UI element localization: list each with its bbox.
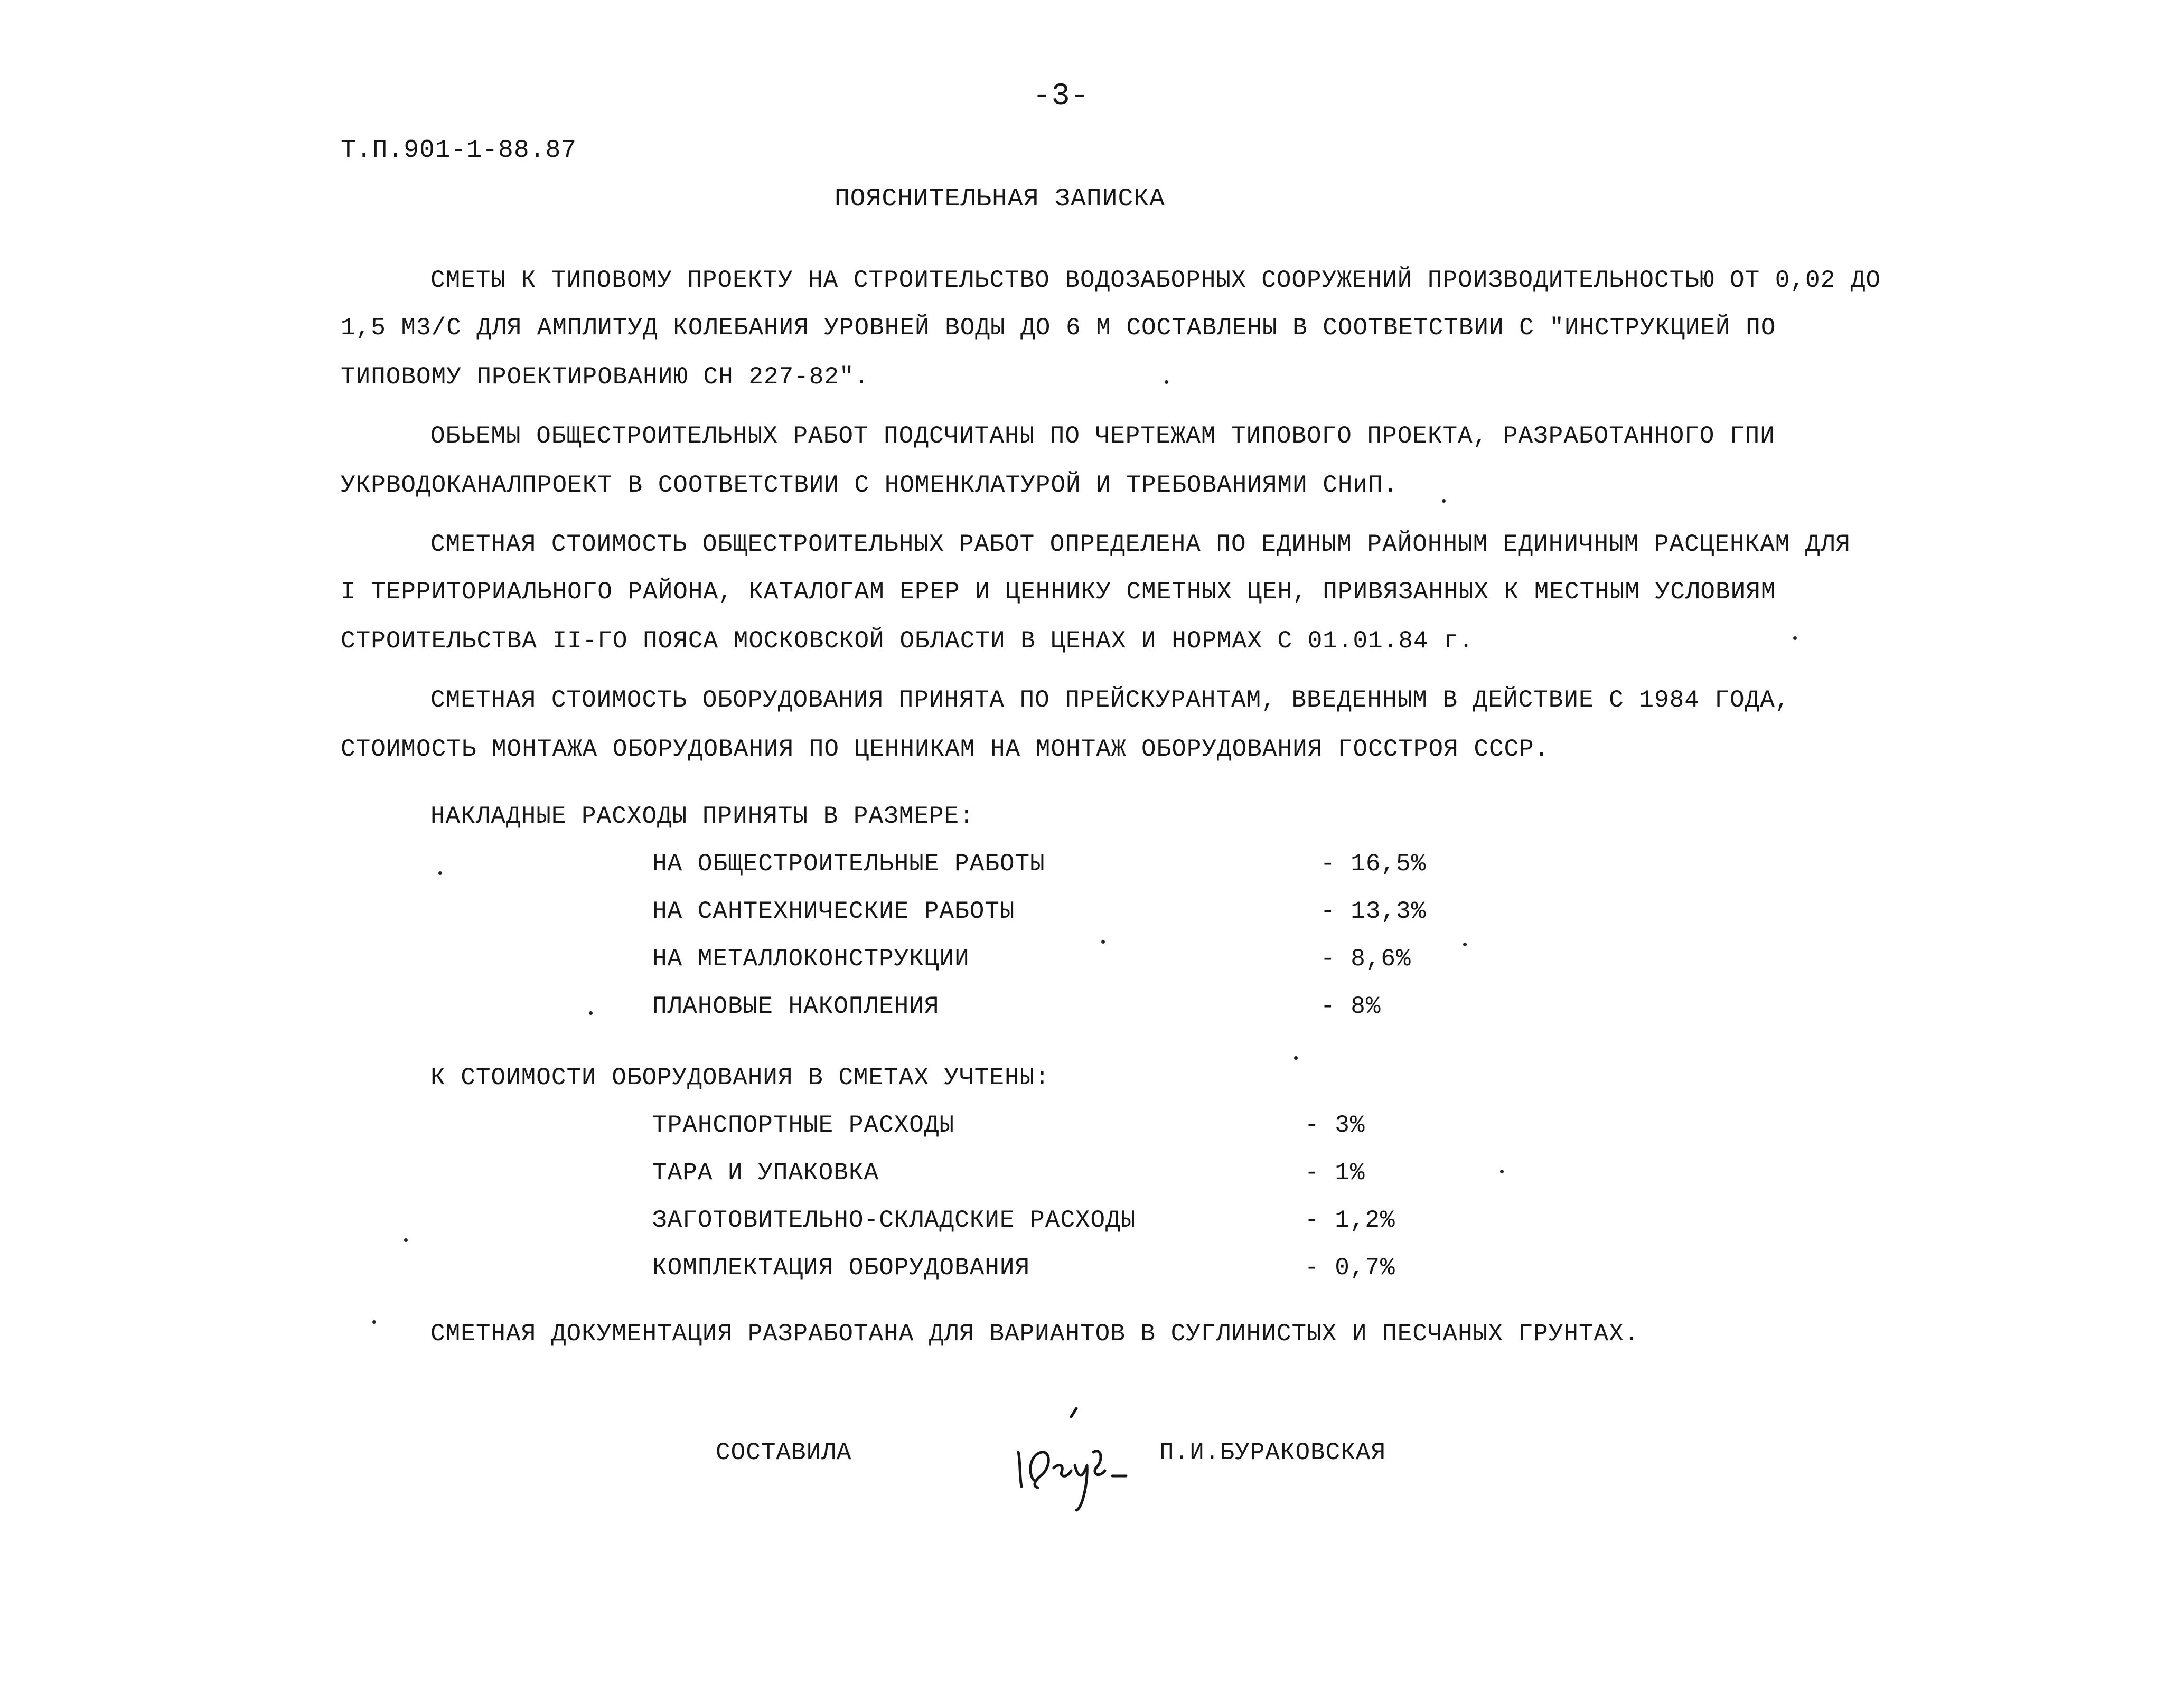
overhead-item-label: НА МЕТАЛЛОКОНСТРУКЦИИ xyxy=(652,945,970,973)
equipment-item-value: - 0,7% xyxy=(1305,1254,1395,1282)
overhead-item-value: - 8% xyxy=(1320,993,1381,1020)
scan-speck xyxy=(372,1320,376,1324)
overhead-item-value: - 8,6% xyxy=(1320,945,1411,973)
signature-icon xyxy=(1009,1402,1130,1513)
overhead-item-value: - 16,5% xyxy=(1320,850,1427,878)
overhead-item-label: НА САНТЕХНИЧЕСКИЕ РАБОТЫ xyxy=(652,898,1015,925)
scan-speck xyxy=(1463,943,1467,946)
signoff-label: СОСТАВИЛА xyxy=(716,1439,852,1466)
overhead-heading: НАКЛАДНЫЕ РАСХОДЫ ПРИНЯТЫ В РАЗМЕРЕ: xyxy=(430,803,974,830)
scan-speck xyxy=(589,1011,593,1015)
scan-speck xyxy=(1442,499,1446,503)
scan-speck xyxy=(1294,1056,1298,1060)
paragraph-2-line-2: УКРВОДОКАНАЛПРОЕКТ В СООТВЕТСТВИИ С НОМЕНКЛАТУРОЙ И ТРЕБОВАНИЯМИ СНиП. xyxy=(341,472,1399,499)
paragraph-1-line-2: 1,5 М3/С ДЛЯ АМПЛИТУД КОЛЕБАНИЯ УРОВНЕЙ ВОДЫ ДО 6 М СОСТАВЛЕНЫ В СООТВЕТСТВИИ С "ИНСТРУКЦИЕЙ ПО xyxy=(341,314,1776,342)
document-code: Т.П.901-1-88.87 xyxy=(341,136,577,165)
scan-speck xyxy=(1500,1170,1504,1173)
page-number: -3- xyxy=(1033,79,1090,114)
paragraph-2-line-1: ОБЬЕМЫ ОБЩЕСТРОИТЕЛЬНЫХ РАБОТ ПОДСЧИТАНЫ ПО ЧЕРТЕЖАМ ТИПОВОГО ПРОЕКТА, РАЗРАБОТАННОГО ГПИ xyxy=(430,422,1775,450)
equipment-item-value: - 3% xyxy=(1305,1112,1365,1139)
scan-speck xyxy=(404,1238,408,1242)
paragraph-3-line-3: СТРОИТЕЛЬСТВА II-ГО ПОЯСА МОСКОВСКОЙ ОБЛАСТИ В ЦЕНАХ И НОРМАХ С 01.01.84 г. xyxy=(341,627,1474,655)
overhead-item-label: ПЛАНОВЫЕ НАКОПЛЕНИЯ xyxy=(652,993,940,1020)
document-title: ПОЯСНИТЕЛЬНАЯ ЗАПИСКА xyxy=(835,185,1165,213)
paragraph-3-line-1: СМЕТНАЯ СТОИМОСТЬ ОБЩЕСТРОИТЕЛЬНЫХ РАБОТ ОПРЕДЕЛЕНА ПО ЕДИНЫМ РАЙОННЫМ ЕДИНИЧНЫМ РАСЦЕНКАМ ДЛЯ xyxy=(430,531,1851,558)
scan-speck xyxy=(438,871,442,875)
paragraph-3-line-2: I ТЕРРИТОРИАЛЬНОГО РАЙОНА, КАТАЛОГАМ ЕРЕР И ЦЕННИКУ СМЕТНЫХ ЦЕН, ПРИВЯЗАННЫХ К МЕСТНЫМ УСЛОВИЯМ xyxy=(341,578,1776,606)
equipment-item-label: ТАРА И УПАКОВКА xyxy=(652,1159,879,1187)
paragraph-4-line-1: СМЕТНАЯ СТОИМОСТЬ ОБОРУДОВАНИЯ ПРИНЯТА ПО ПРЕЙСКУРАНТАМ, ВВЕДЕННЫМ В ДЕЙСТВИЕ С 1984 ГОДА, xyxy=(430,686,1791,714)
overhead-item-label: НА ОБЩЕСТРОИТЕЛЬНЫЕ РАБОТЫ xyxy=(652,850,1045,878)
equipment-item-label: КОМПЛЕКТАЦИЯ ОБОРУДОВАНИЯ xyxy=(652,1254,1030,1282)
signoff-name: П.И.БУРАКОВСКАЯ xyxy=(1159,1439,1386,1466)
equipment-heading: К СТОИМОСТИ ОБОРУДОВАНИЯ В СМЕТАХ УЧТЕНЫ: xyxy=(430,1064,1050,1092)
equipment-item-value: - 1% xyxy=(1305,1159,1365,1187)
equipment-item-label: ЗАГОТОВИТЕЛЬНО-СКЛАДСКИЕ РАСХОДЫ xyxy=(652,1207,1136,1234)
handwritten-signature xyxy=(1009,1402,1130,1513)
overhead-item-value: - 13,3% xyxy=(1320,898,1427,925)
scan-speck xyxy=(1165,380,1168,384)
scan-speck xyxy=(1101,940,1105,944)
paragraph-1-line-3: ТИПОВОМУ ПРОЕКТИРОВАНИЮ СН 227-82". xyxy=(341,363,870,391)
equipment-item-label: ТРАНСПОРТНЫЕ РАСХОДЫ xyxy=(652,1112,955,1139)
scan-speck xyxy=(1793,636,1797,640)
closing-sentence: СМЕТНАЯ ДОКУМЕНТАЦИЯ РАЗРАБОТАНА ДЛЯ ВАРИАНТОВ В СУГЛИНИСТЫХ И ПЕСЧАНЫХ ГРУНТАХ. xyxy=(430,1320,1639,1348)
paragraph-4-line-2: СТОИМОСТЬ МОНТАЖА ОБОРУДОВАНИЯ ПО ЦЕННИКАМ НА МОНТАЖ ОБОРУДОВАНИЯ ГОССТРОЯ СССР. xyxy=(341,736,1550,763)
equipment-item-value: - 1,2% xyxy=(1305,1207,1395,1234)
paragraph-1-line-1: СМЕТЫ К ТИПОВОМУ ПРОЕКТУ НА СТРОИТЕЛЬСТВО ВОДОЗАБОРНЫХ СООРУЖЕНИЙ ПРОИЗВОДИТЕЛЬНОСТЬЮ ОТ 0,02 ДО xyxy=(430,267,1881,294)
